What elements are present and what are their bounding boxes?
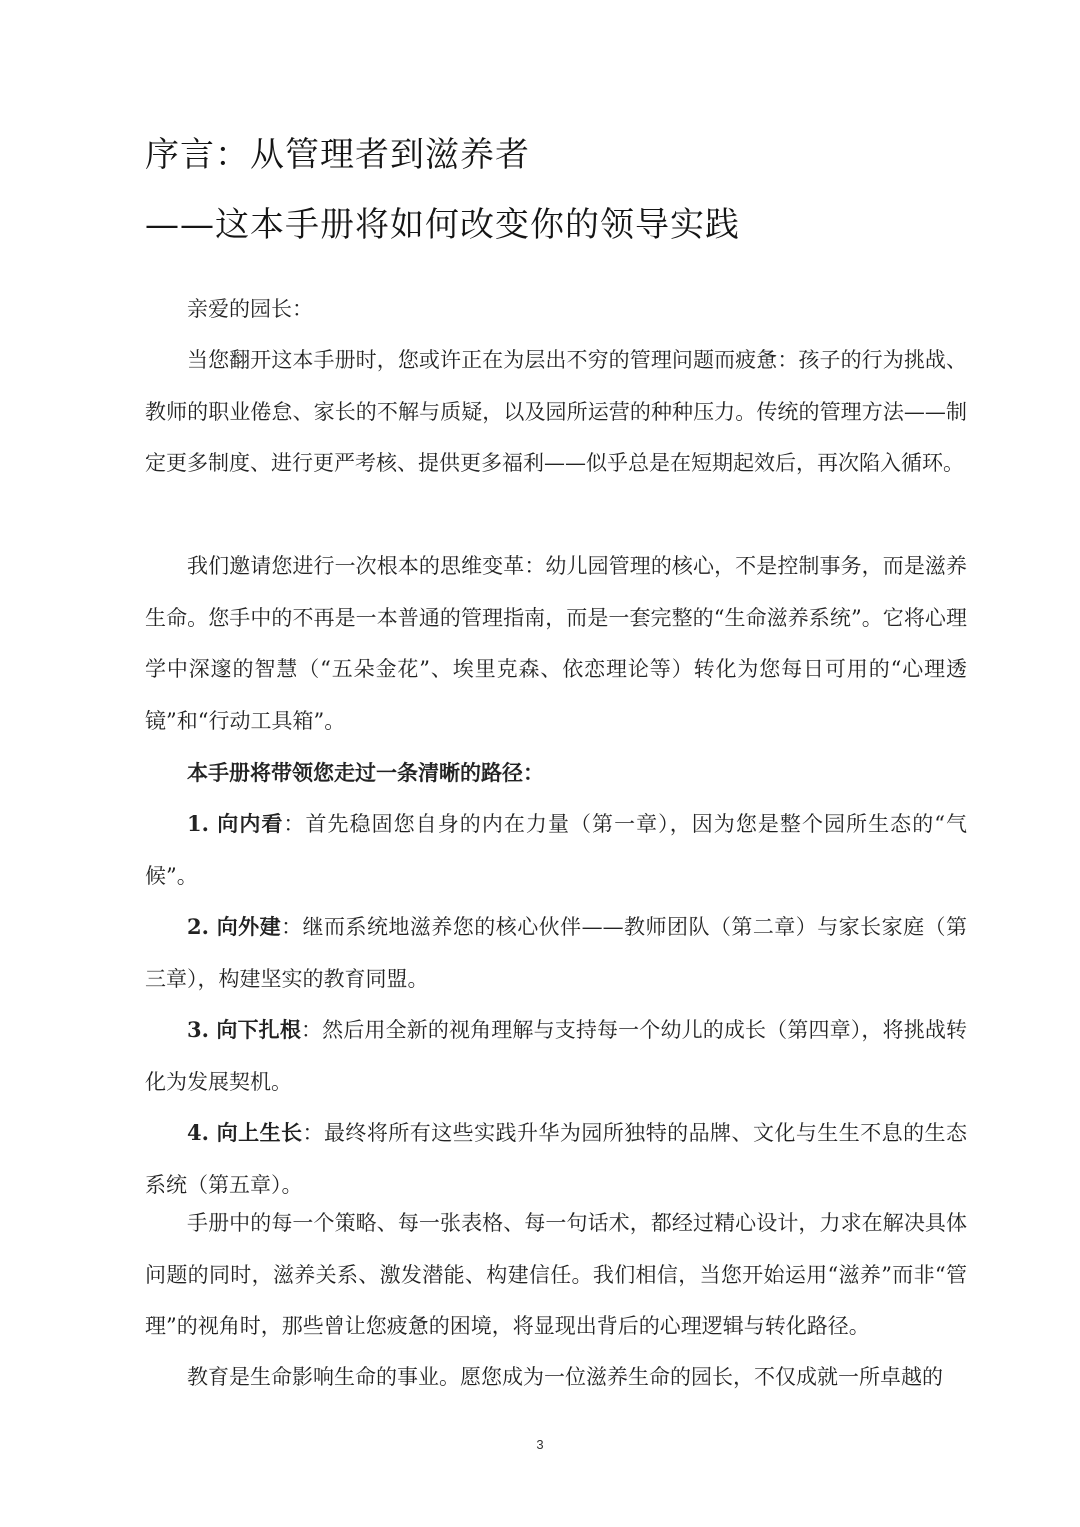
- list-item-2-label: 2. 向外建: [187, 914, 282, 939]
- list-item-1: [145, 798, 967, 902]
- salutation: 亲爱的园长：: [187, 297, 313, 321]
- list-item-3-label: 3. 向下扎根: [187, 1017, 301, 1042]
- list-item-2-text: ：继而系统地滋养您的核心伙伴——教师团队（第二章）与家长家庭（第三章），构建坚实的教育同盟。: [145, 915, 968, 991]
- paragraph-invitation: 我们邀请您进行一次根本的思维变革：幼儿园管理的核心，不是控制事务，而是滋养生命。您手中的不再是一本普通的管理指南，而是一套完整的“生命滋养系统”。它将心理学中深邃的智慧（“五朵金花”、埃里克森、依恋理论等）转化为您每日可用的“心理透镜”和“行动工具箱”。: [145, 554, 967, 733]
- list-item-3-text: ：然后用全新的视角理解与支持每一个幼儿的成长（第四章），将挑战转化为发展契机。: [145, 1018, 968, 1094]
- list-item-1-text: ：首先稳固您自身的内在力量（第一章），因为您是整个园所生态的“气候”。: [145, 812, 968, 888]
- paragraph-closing: 教育是生命影响生命的事业。愿您成为一位滋养生命的园长，不仅成就一所卓越的: [187, 1365, 943, 1389]
- paragraph-intro: 当您翻开这本手册时，您或许正在为层出不穷的管理问题而疲惫：孩子的行为挑战、教师的职业倦怠、家长的不解与质疑，以及园所运营的种种压力。传统的管理方法——制定更多制度、进行更严考核、提供更多福利——似乎总是在短期起效后，再次陷入循环。: [145, 348, 967, 475]
- list-item-3: [145, 1004, 967, 1108]
- page-subtitle: ——这本手册将如何改变你的领导实践: [145, 205, 740, 245]
- page-title: 序言：从管理者到滋养者: [145, 135, 530, 175]
- list-item-1-label: 1. 向内看: [187, 811, 284, 836]
- paragraph-design: 手册中的每一个策略、每一张表格、每一句话术，都经过精心设计，力求在解决具体问题的同时，滋养关系、激发潜能、构建信任。我们相信，当您开始运用“滋养”而非“管理”的视角时，那些曾让您疲惫的困境，将显现出背后的心理逻辑与转化路径。: [145, 1211, 967, 1338]
- list-item-4-label: 4. 向上生长: [187, 1120, 303, 1145]
- list-item-4: [145, 1107, 967, 1211]
- page-number: 3: [536, 1437, 544, 1452]
- list-item-2: [145, 901, 967, 1005]
- list-item-4-text: ：最终将所有这些实践升华为园所独特的品牌、文化与生生不息的生态系统（第五章）。: [145, 1121, 968, 1197]
- path-intro: 本手册将带领您走过一条清晰的路径：: [187, 760, 544, 785]
